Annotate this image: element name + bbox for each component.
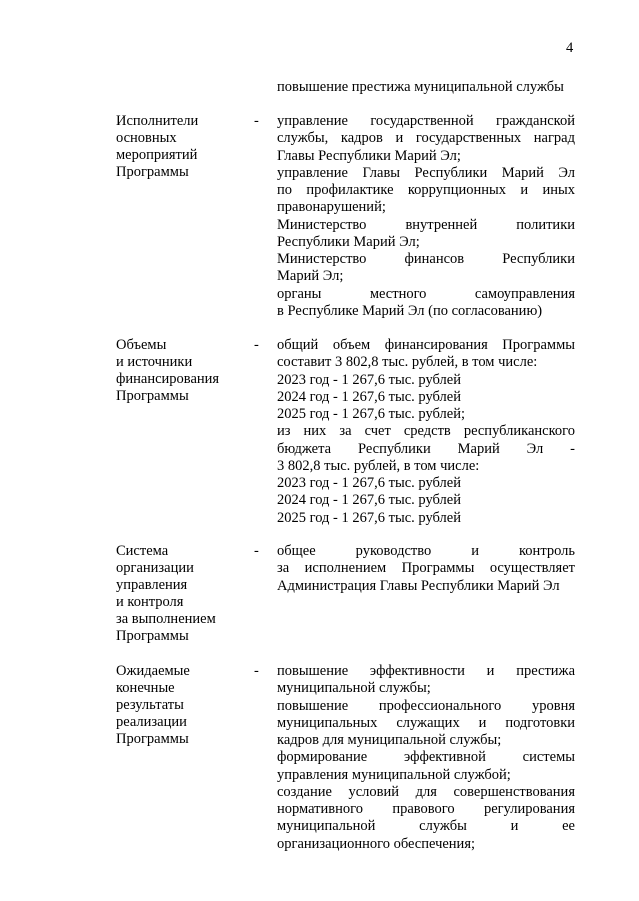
text-line: Министерство внутренней политики bbox=[277, 216, 575, 233]
section-text bbox=[277, 337, 575, 527]
label-line: мероприятий bbox=[116, 147, 198, 163]
intro-text bbox=[277, 79, 575, 96]
label-line: конечные bbox=[116, 680, 175, 696]
label-line: Программы bbox=[116, 388, 189, 404]
separator-dash: - bbox=[254, 113, 259, 129]
text-line: 2024 год - 1 267,6 тыс. рублей bbox=[277, 388, 461, 405]
text-line: муниципальной службы и ее bbox=[277, 818, 575, 835]
text-line: правонарушений; bbox=[277, 199, 386, 216]
text-line: 2025 год - 1 267,6 тыс. рублей bbox=[277, 509, 461, 526]
section-label bbox=[116, 337, 246, 405]
text-line: 3 802,8 тыс. рублей, в том числе: bbox=[277, 457, 480, 474]
label-line: финансирования bbox=[116, 371, 220, 387]
text-line: муниципальных служащих и подготовки bbox=[277, 714, 575, 731]
text-line: за исполнением Программы осуществляет bbox=[277, 560, 575, 577]
text-line: 2023 год - 1 267,6 тыс. рублей bbox=[277, 475, 461, 491]
text-line: нормативного правового регулирования bbox=[277, 801, 575, 817]
label-line: организации bbox=[116, 560, 194, 576]
text-line: Марий Эл; bbox=[277, 268, 344, 285]
text-line: управление государственной гражданской bbox=[277, 113, 575, 129]
text-line: повышение профессионального уровня bbox=[277, 697, 575, 714]
text-line: Главы Республики Марий Эл; bbox=[277, 147, 461, 164]
label-line: управления bbox=[116, 577, 188, 593]
text-line: организационного обеспечения; bbox=[277, 835, 476, 852]
text-line: по профилактике коррупционных и иных bbox=[277, 182, 575, 198]
separator-dash: - bbox=[254, 663, 259, 679]
section-label bbox=[116, 663, 246, 748]
section-text bbox=[277, 113, 575, 320]
label-line: Исполнители bbox=[116, 113, 199, 129]
label-line: и контроля bbox=[116, 594, 184, 610]
text-line: Администрация Главы Республики Марий Эл bbox=[277, 577, 560, 594]
text-line: управление Главы Республики Марий Эл bbox=[277, 164, 575, 181]
text-line: общий объем финансирования Программы bbox=[277, 337, 575, 353]
section-text bbox=[277, 543, 575, 595]
label-line: основных bbox=[116, 130, 177, 146]
text-line: муниципальной службы; bbox=[277, 680, 431, 697]
label-line: реализации bbox=[116, 714, 187, 730]
text-line: составит 3 802,8 тыс. рублей, в том числе: bbox=[277, 354, 538, 371]
label-line: Программы bbox=[116, 164, 189, 180]
text-line: 2025 год - 1 267,6 тыс. рублей; bbox=[277, 406, 465, 422]
label-line: результаты bbox=[116, 697, 184, 713]
label-line: за выполнением bbox=[116, 611, 216, 627]
text-line: в Республике Марий Эл (по согласованию) bbox=[277, 302, 543, 319]
text-line: 2023 год - 1 267,6 тыс. рублей bbox=[277, 371, 461, 388]
text-line: формирование эффективной системы bbox=[277, 749, 575, 766]
text-line: повышение эффективности и престижа bbox=[277, 663, 575, 679]
text-line: бюджета Республики Марий Эл - bbox=[277, 440, 575, 457]
text-line: органы местного самоуправления bbox=[277, 285, 575, 302]
text-line: создание условий для совершенствования bbox=[277, 783, 575, 800]
text-line: из них за счет средств республиканского bbox=[277, 423, 575, 440]
page-number: 4 bbox=[566, 40, 574, 56]
label-line: и источники bbox=[116, 354, 193, 370]
text-line: Республики Марий Эл; bbox=[277, 233, 420, 250]
section-label bbox=[116, 113, 246, 181]
text-line: Министерство финансов Республики bbox=[277, 251, 575, 267]
section-label bbox=[116, 543, 246, 645]
section-text bbox=[277, 663, 575, 853]
separator-dash: - bbox=[254, 543, 259, 559]
label-line: Программы bbox=[116, 628, 189, 644]
text-line: кадров для муниципальной службы; bbox=[277, 732, 502, 748]
text-line: службы, кадров и государственных наград bbox=[277, 130, 575, 147]
text-line: управления муниципальной службой; bbox=[277, 766, 511, 783]
separator-dash: - bbox=[254, 337, 259, 353]
text-line: общее руководство и контроль bbox=[277, 543, 575, 559]
label-line: Ожидаемые bbox=[116, 663, 190, 679]
label-line: Объемы bbox=[116, 337, 167, 353]
label-line: Программы bbox=[116, 731, 189, 747]
intro-line: повышение престижа муниципальной службы bbox=[277, 79, 564, 95]
label-line: Система bbox=[116, 543, 169, 559]
text-line: 2024 год - 1 267,6 тыс. рублей bbox=[277, 492, 461, 509]
